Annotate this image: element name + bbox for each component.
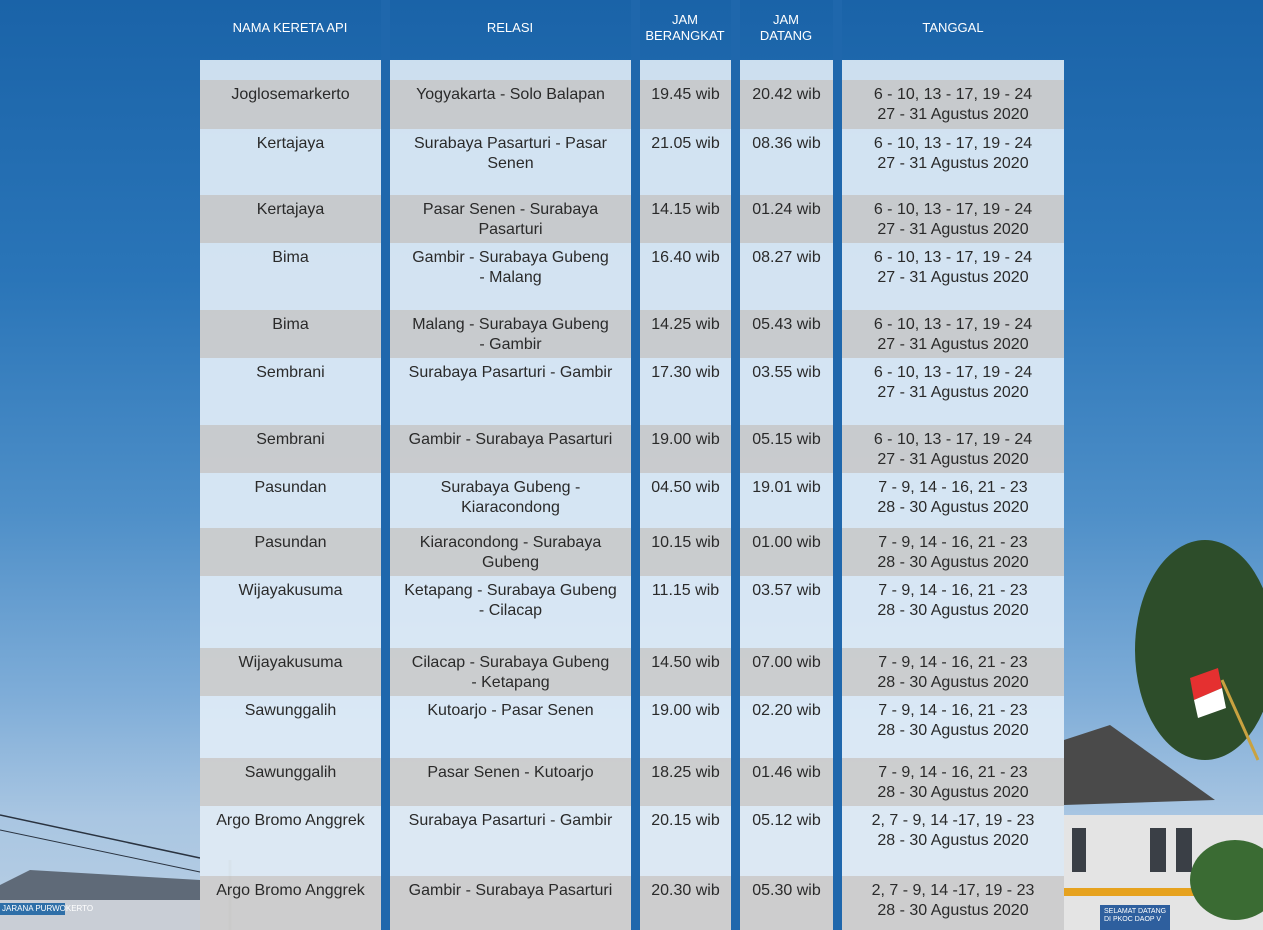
cell-date: 6 - 10, 13 - 17, 19 - 24 27 - 31 Agustus 2020 <box>873 201 1033 238</box>
cell-departure: 19.00 wib <box>651 431 720 448</box>
cell-train-name: Argo Bromo Anggrek <box>216 882 365 899</box>
cell-route: Cilacap - Surabaya Gubeng - Ketapang <box>411 654 610 691</box>
cell-arrival: 05.15 wib <box>752 431 821 448</box>
cell-date: 6 - 10, 13 - 17, 19 - 24 27 - 31 Agustus 2020 <box>873 86 1033 123</box>
cell-train-name: Kertajaya <box>256 135 325 152</box>
column-separator <box>631 0 640 930</box>
cell-arrival: 02.20 wib <box>752 702 821 719</box>
cell-date: 7 - 9, 14 - 16, 21 - 23 28 - 30 Agustus 2020 <box>877 654 1029 691</box>
cell-date: 6 - 10, 13 - 17, 19 - 24 27 - 31 Agustus 2020 <box>873 316 1033 353</box>
cell-arrival: 01.46 wib <box>752 764 821 781</box>
right-station-building <box>1064 540 1263 930</box>
cell-route: Pasar Senen - Kutoarjo <box>427 764 594 781</box>
cell-train-name: Sembrani <box>256 431 325 448</box>
cell-arrival: 01.00 wib <box>752 534 821 551</box>
cell-arrival: 08.36 wib <box>752 135 821 152</box>
cell-train-name: Bima <box>272 249 309 266</box>
cell-date: 6 - 10, 13 - 17, 19 - 24 27 - 31 Agustus 2020 <box>873 431 1033 468</box>
cell-route: Gambir - Surabaya Gubeng - Malang <box>412 249 609 286</box>
header-arrival: JAM DATANG <box>759 12 813 43</box>
column-separator <box>381 0 390 930</box>
cell-route: Kiaracondong - Surabaya Gubeng <box>419 534 602 571</box>
cell-departure: 10.15 wib <box>651 534 720 551</box>
cell-route: Gambir - Surabaya Pasarturi <box>408 431 613 448</box>
cell-arrival: 20.42 wib <box>752 86 821 103</box>
cell-arrival: 03.55 wib <box>752 364 821 381</box>
cell-train-name: Bima <box>272 316 309 333</box>
header-route: RELASI <box>486 20 534 35</box>
cell-departure: 21.05 wib <box>651 135 720 152</box>
cell-route: Surabaya Gubeng - Kiaracondong <box>440 479 581 516</box>
cell-arrival: 05.30 wib <box>752 882 821 899</box>
cell-route: Surabaya Pasarturi - Gambir <box>408 364 613 381</box>
cell-train-name: Kertajaya <box>256 201 325 218</box>
cell-date: 6 - 10, 13 - 17, 19 - 24 27 - 31 Agustus 2020 <box>873 249 1033 286</box>
cell-date: 7 - 9, 14 - 16, 21 - 23 28 - 30 Agustus 2020 <box>877 534 1029 571</box>
cell-date: 7 - 9, 14 - 16, 21 - 23 28 - 30 Agustus 2020 <box>877 702 1029 739</box>
cell-date: 6 - 10, 13 - 17, 19 - 24 27 - 31 Agustus 2020 <box>873 364 1033 401</box>
cell-route: Pasar Senen - Surabaya Pasarturi <box>422 201 599 238</box>
cell-arrival: 07.00 wib <box>752 654 821 671</box>
cell-date: 7 - 9, 14 - 16, 21 - 23 28 - 30 Agustus 2020 <box>877 479 1029 516</box>
cell-arrival: 01.24 wib <box>752 201 821 218</box>
cell-route: Kutoarjo - Pasar Senen <box>427 702 594 719</box>
cell-train-name: Sawunggalih <box>244 764 337 781</box>
header-train-name: NAMA KERETA API <box>232 20 348 35</box>
cell-train-name: Joglosemarkerto <box>231 86 350 103</box>
cell-arrival: 03.57 wib <box>752 582 821 599</box>
sign-left: JARANA PURWOKERTO <box>2 904 94 913</box>
cell-departure: 14.25 wib <box>651 316 720 333</box>
cell-route: Yogyakarta - Solo Balapan <box>416 86 605 103</box>
cell-arrival: 08.27 wib <box>752 249 821 266</box>
cell-date: 2, 7 - 9, 14 -17, 19 - 23 28 - 30 Agustus 2020 <box>871 812 1035 849</box>
cell-train-name: Argo Bromo Anggrek <box>216 812 365 829</box>
cell-train-name: Wijayakusuma <box>238 582 343 599</box>
cell-departure: 20.15 wib <box>651 812 720 829</box>
cell-departure: 04.50 wib <box>651 479 720 496</box>
cell-date: 2, 7 - 9, 14 -17, 19 - 23 28 - 30 Agustus 2020 <box>871 882 1035 919</box>
cell-date: 7 - 9, 14 - 16, 21 - 23 28 - 30 Agustus 2020 <box>877 582 1029 619</box>
header-departure: JAM BERANGKAT <box>645 12 725 43</box>
cell-train-name: Pasundan <box>254 479 327 496</box>
header-date: TANGGAL <box>922 20 984 35</box>
cell-train-name: Sawunggalih <box>244 702 337 719</box>
cell-train-name: Sembrani <box>256 364 325 381</box>
cell-departure: 17.30 wib <box>651 364 720 381</box>
cell-arrival: 19.01 wib <box>752 479 821 496</box>
cell-arrival: 05.43 wib <box>752 316 821 333</box>
cell-route: Malang - Surabaya Gubeng - Gambir <box>412 316 609 353</box>
column-separator <box>731 0 740 930</box>
cell-departure: 19.45 wib <box>651 86 720 103</box>
cell-departure: 19.00 wib <box>651 702 720 719</box>
cell-departure: 20.30 wib <box>651 882 720 899</box>
cell-route: Ketapang - Surabaya Gubeng - Cilacap <box>404 582 617 619</box>
column-separator <box>833 0 842 930</box>
train-schedule-table <box>200 0 1064 930</box>
cell-departure: 18.25 wib <box>651 764 720 781</box>
cell-train-name: Pasundan <box>254 534 327 551</box>
cell-arrival: 05.12 wib <box>752 812 821 829</box>
sign-right: SELAMAT DATANG DI PKOC DAOP V <box>1104 908 1167 923</box>
cell-date: 7 - 9, 14 - 16, 21 - 23 28 - 30 Agustus 2020 <box>877 764 1029 801</box>
cell-train-name: Wijayakusuma <box>238 654 343 671</box>
cell-date: 6 - 10, 13 - 17, 19 - 24 27 - 31 Agustus 2020 <box>873 135 1033 172</box>
cell-departure: 14.15 wib <box>651 201 720 218</box>
cell-departure: 14.50 wib <box>651 654 720 671</box>
cell-departure: 11.15 wib <box>651 582 720 599</box>
cell-departure: 16.40 wib <box>651 249 720 266</box>
cell-route: Surabaya Pasarturi - Gambir <box>408 812 613 829</box>
cell-route: Surabaya Pasarturi - Pasar Senen <box>414 135 607 172</box>
cell-route: Gambir - Surabaya Pasarturi <box>408 882 613 899</box>
